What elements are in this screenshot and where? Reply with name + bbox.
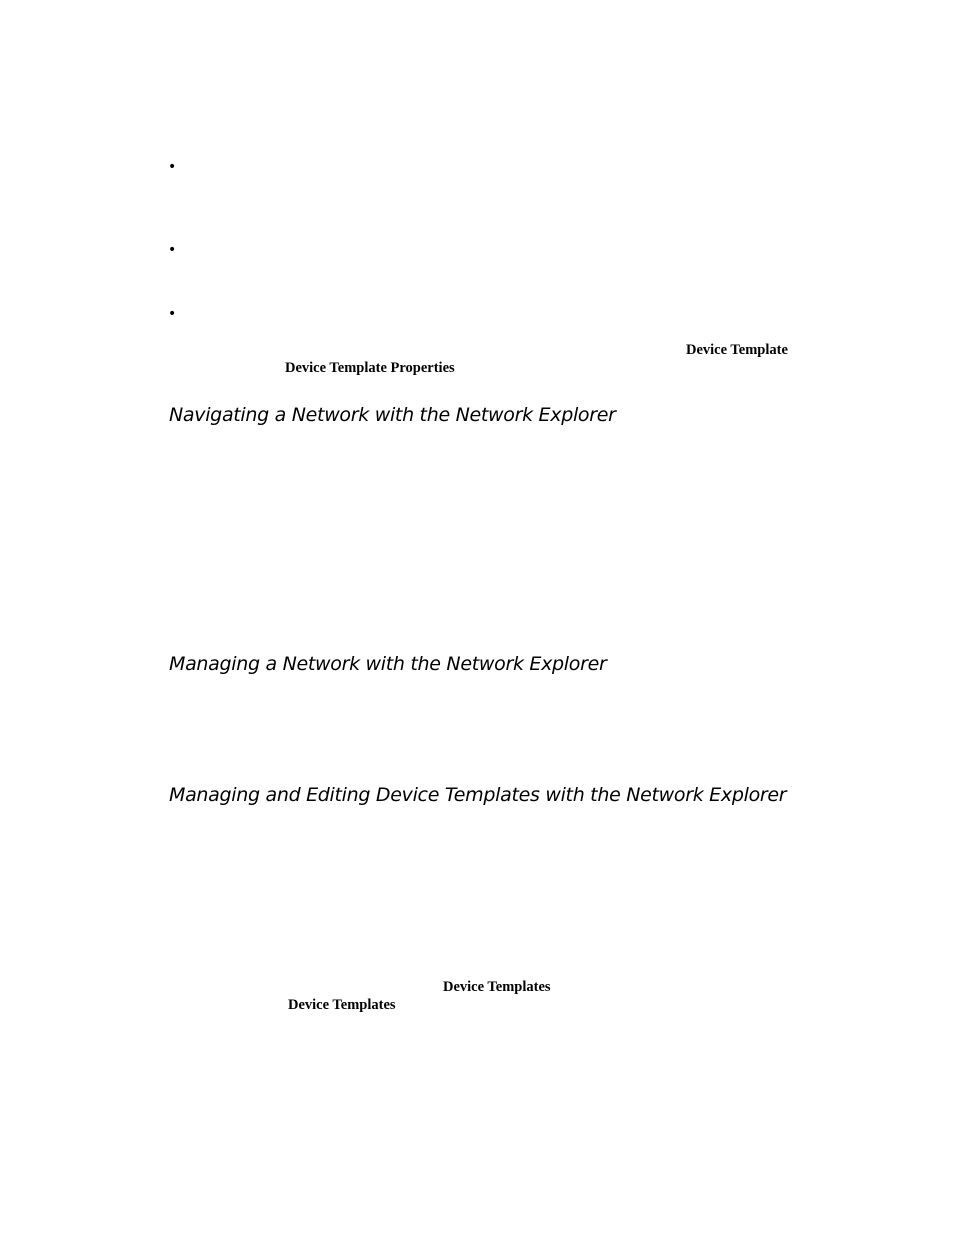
heading-navigating-network: Navigating a Network with the Network Explorer (169, 404, 616, 426)
bold-term-device-templates: Device Templates (443, 979, 551, 995)
list-bullet: • (168, 306, 177, 322)
heading-managing-device-templates: Managing and Editing Device Templates with the Network Explorer (169, 784, 787, 806)
list-bullet: • (168, 159, 177, 175)
bold-term-device-templates: Device Templates (288, 997, 396, 1013)
bold-term-device-template: Device Template (686, 342, 788, 358)
bold-term-device-template-properties: Device Template Properties (285, 360, 455, 376)
heading-managing-network: Managing a Network with the Network Explorer (169, 653, 607, 675)
list-bullet: • (168, 242, 177, 258)
